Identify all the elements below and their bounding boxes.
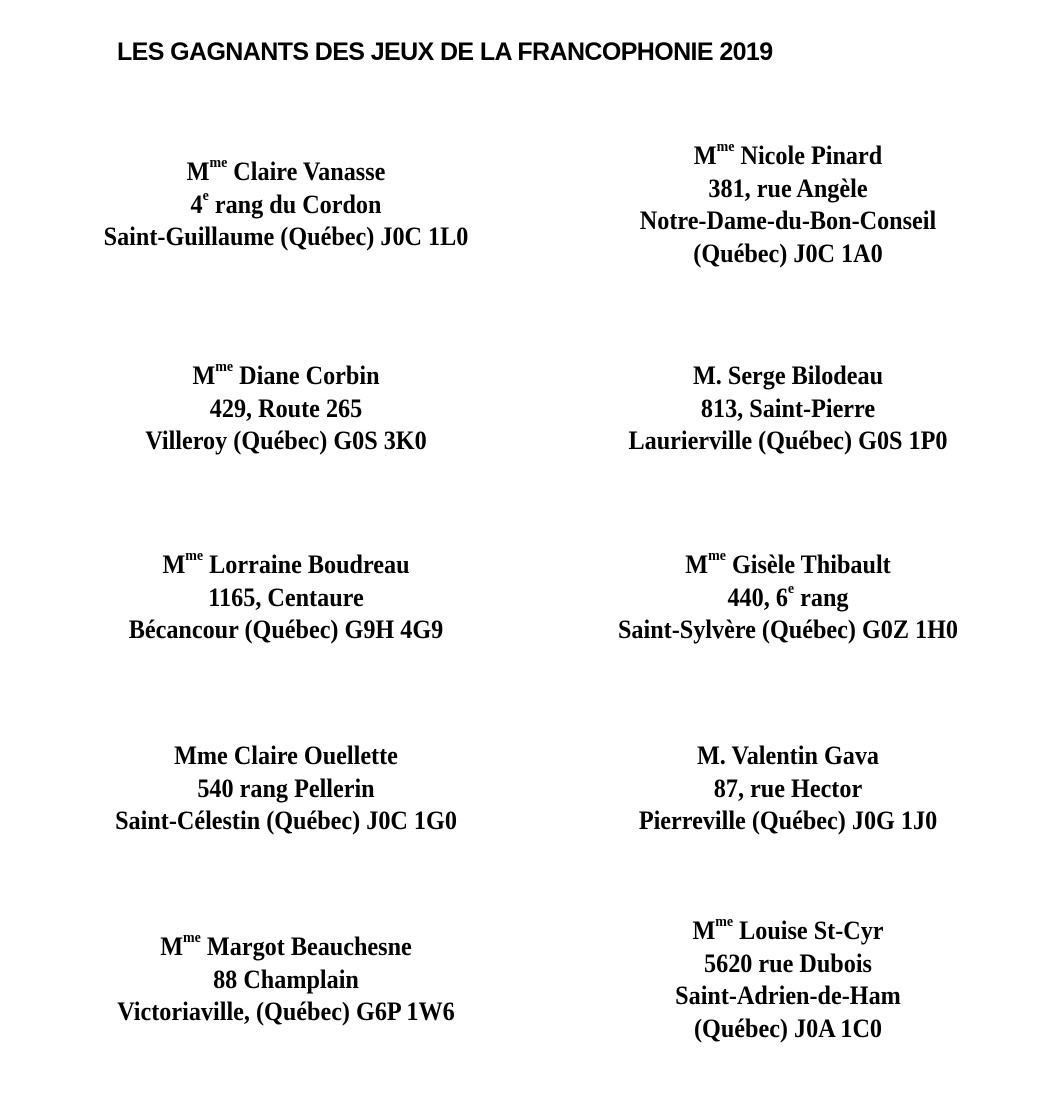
winner-name: Diane Corbin xyxy=(233,361,380,390)
winner-name: Gisèle Thibault xyxy=(725,550,891,579)
winner-address-line xyxy=(556,948,1021,981)
winner-name-line xyxy=(556,740,1021,773)
winner-name-line xyxy=(54,740,519,773)
winner-name-line xyxy=(54,156,519,189)
winner-entry xyxy=(556,140,1021,270)
winner-address: 429, Route 265 xyxy=(209,393,363,423)
winner-title-sup: me xyxy=(716,139,735,156)
winner-name-line xyxy=(556,140,1021,173)
winner-city-postal: (Québec) J0C 1A0 xyxy=(693,238,883,268)
winner-address-number: 440, 6 xyxy=(727,582,788,612)
winner-entry xyxy=(556,915,1021,1045)
winner-name: Nicole Pinard xyxy=(734,141,883,170)
winner-address: rang du Cordon xyxy=(208,189,382,219)
winner-address: 540 rang Pellerin xyxy=(197,773,375,803)
winner-title: M xyxy=(685,550,709,579)
winner-city: Saint-Guillaume (Québec) J0C 1L0 xyxy=(103,222,469,251)
winner-city: Notre-Dame-du-Bon-Conseil xyxy=(639,206,937,235)
winner-address-line xyxy=(556,773,1021,806)
winner-address-sup: e xyxy=(202,187,209,204)
winner-address-line xyxy=(54,964,519,997)
winner-address: 88 Champlain xyxy=(213,964,359,994)
winner-entry xyxy=(54,549,519,647)
winner-name-line xyxy=(54,549,519,582)
winner-city: Villeroy (Québec) G0S 3K0 xyxy=(145,426,427,455)
winner-address-line xyxy=(54,189,519,222)
winner-address-line xyxy=(556,173,1021,206)
winner-entry xyxy=(54,360,519,458)
winner-name-line xyxy=(54,931,519,964)
winner-title: M xyxy=(693,141,717,170)
winner-name: Claire Vanasse xyxy=(227,157,386,186)
winner-address: 87, rue Hector xyxy=(713,773,863,803)
page-title: LES GAGNANTS DES JEUX DE LA FRANCOPHONIE 2019 xyxy=(117,38,773,66)
winner-name: Lorraine Boudreau xyxy=(203,550,410,579)
winner-address-line xyxy=(54,393,519,426)
winner-name-line xyxy=(556,549,1021,582)
winner-address-line xyxy=(54,582,519,615)
winner-title-sup: me xyxy=(708,548,726,565)
winner-title-sup: me xyxy=(215,359,234,376)
winner-entry xyxy=(54,740,519,838)
winner-name: Mme Claire Ouellette xyxy=(174,741,398,770)
winner-city: Saint-Sylvère (Québec) G0Z 1H0 xyxy=(617,615,959,644)
winner-name: Margot Beauchesne xyxy=(200,932,412,961)
winner-title-sup: me xyxy=(185,548,204,565)
winner-entry xyxy=(556,549,1021,647)
winner-city: Bécancour (Québec) G9H 4G9 xyxy=(128,615,444,644)
winner-address-line xyxy=(54,773,519,806)
winner-address-line xyxy=(556,582,1021,615)
winner-address-sup: e xyxy=(787,580,795,597)
winner-title-sup: me xyxy=(183,930,201,947)
winner-address: 813, Saint-Pierre xyxy=(700,393,876,423)
winner-address: 1165, Centaure xyxy=(208,582,364,612)
winner-name: Louise St-Cyr xyxy=(733,916,884,945)
winner-entry xyxy=(556,360,1021,458)
winner-name: M. Serge Bilodeau xyxy=(692,361,884,390)
winner-name-line xyxy=(556,915,1021,948)
winner-title: M xyxy=(192,361,216,390)
winner-address-line xyxy=(556,393,1021,426)
winner-name: M. Valentin Gava xyxy=(696,741,880,770)
winner-city: Laurierville (Québec) G0S 1P0 xyxy=(628,426,948,455)
winner-name-line xyxy=(556,360,1021,393)
winner-address: 381, rue Angèle xyxy=(708,173,868,203)
winner-title: M xyxy=(186,157,210,186)
winner-city: Saint-Célestin (Québec) J0C 1G0 xyxy=(115,806,457,835)
winner-title: M xyxy=(162,550,186,579)
winner-entry xyxy=(54,931,519,1029)
winner-title-sup: me xyxy=(209,155,228,172)
winner-title-sup: me xyxy=(715,914,734,931)
winner-entry xyxy=(54,156,519,254)
winner-entry xyxy=(556,740,1021,838)
winner-city: Pierreville (Québec) J0G 1J0 xyxy=(638,806,938,835)
winner-title: M xyxy=(692,916,716,945)
winner-title: M xyxy=(160,932,184,961)
winner-name-line xyxy=(54,360,519,393)
winner-city-postal: (Québec) J0A 1C0 xyxy=(693,1013,883,1043)
winner-city: Victoriaville, (Québec) G6P 1W6 xyxy=(117,997,455,1026)
winner-address: 5620 rue Dubois xyxy=(704,948,872,978)
winner-address-number: 4 xyxy=(190,189,203,219)
winner-address: rang xyxy=(794,582,849,612)
winner-city: Saint-Adrien-de-Ham xyxy=(675,981,901,1010)
